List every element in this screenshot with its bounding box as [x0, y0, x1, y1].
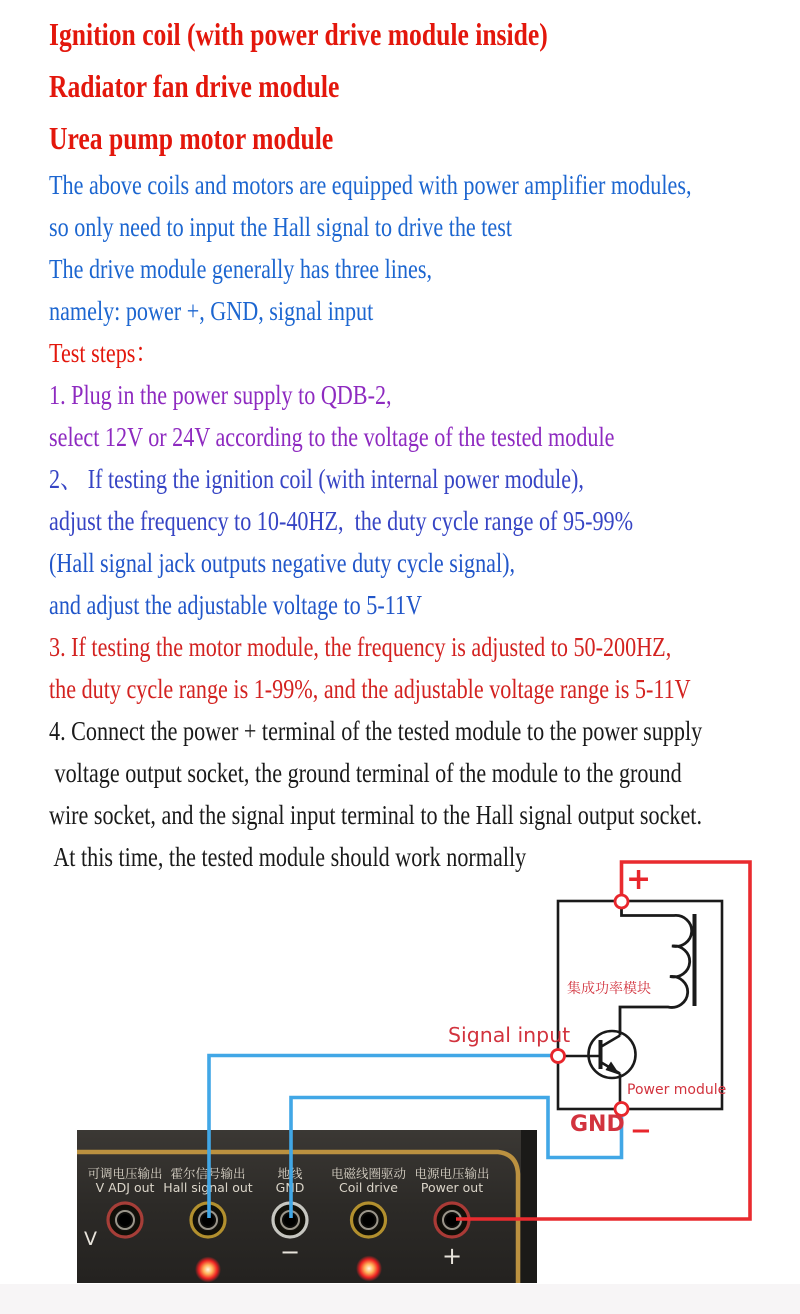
- power-module-label: Power module: [627, 1082, 727, 1098]
- text-line-17: 4. Connect the power + terminal of the tested module to the power supply: [49, 716, 703, 746]
- module-box: [558, 901, 722, 1109]
- signal-input-label: Signal input: [448, 1023, 571, 1047]
- wiring-diagram: [0, 850, 800, 1314]
- jack-hole: [363, 1214, 375, 1226]
- jack-label-en: Power out: [420, 1180, 484, 1195]
- jack-label-cn: 霍尔信号输出: [170, 1166, 246, 1181]
- text-line-18: voltage output socket, the ground terminal of the module to the ground: [49, 758, 682, 788]
- text-line-13: (Hall signal jack outputs negative duty cycle signal),: [49, 548, 516, 578]
- jack-label-cn: 电磁线圈驱动: [330, 1166, 407, 1181]
- text-line-15: 3. If testing the motor module, the frequency is adjusted to 50-200HZ,: [49, 632, 672, 662]
- text-line-12: adjust the frequency to 10-40HZ, the duty cycle range of 95-99%: [49, 506, 634, 536]
- text-line-8: Test steps：: [49, 338, 158, 368]
- power-module-schematic: [558, 901, 722, 1109]
- text-line-9: 1. Plug in the power supply to QDB-2,: [49, 380, 392, 410]
- text-line-5: so only need to input the Hall signal to drive the test: [49, 212, 513, 242]
- jack-label-cn: 电源电压输出: [414, 1166, 490, 1181]
- text-line-1: Ignition coil (with power drive module inside): [49, 16, 548, 52]
- jack-label-cn: 可调电压输出: [87, 1166, 163, 1181]
- text-line-3: Urea pump motor module: [49, 120, 334, 156]
- figure-area: [0, 850, 800, 1314]
- device-panel-photo: [0, 1130, 800, 1314]
- led-indicator: [195, 1257, 221, 1283]
- text-line-20: At this time, the tested module should work normally: [49, 842, 527, 872]
- gnd-label: GND: [570, 1112, 625, 1137]
- jack-label-en: V ADJ out: [95, 1180, 155, 1195]
- minus-label: −: [630, 1116, 652, 1146]
- text-line-16: the duty cycle range is 1-99%, and the adjustable voltage range is 5-11V: [49, 674, 691, 704]
- text-line-7: namely: power +, GND, signal input: [49, 296, 374, 326]
- led-indicator: [356, 1256, 382, 1282]
- plus-label: +: [626, 862, 652, 897]
- jack-label-en: Hall signal out: [163, 1180, 253, 1195]
- text-line-14: and adjust the adjustable voltage to 5-11V: [49, 590, 423, 620]
- module-label-cn: 集成功率模块: [567, 981, 651, 997]
- jack-hole: [119, 1214, 131, 1226]
- text-line-11: 2、 If testing the ignition coil (with internal power module),: [49, 464, 584, 494]
- jack-label-cn: 地线: [277, 1166, 303, 1181]
- text-line-2: Radiator fan drive module: [49, 68, 340, 104]
- text-line-6: The drive module generally has three lines,: [49, 254, 433, 284]
- signal-terminal-node: [552, 1050, 565, 1063]
- table-surface: [0, 1284, 800, 1314]
- text-line-19: wire socket, and the signal input terminal to the Hall signal output socket.: [49, 800, 703, 830]
- text-line-10: select 12V or 24V according to the voltage of the tested module: [49, 422, 615, 452]
- panel-plus-mark: +: [441, 1242, 463, 1270]
- jack-label-en: Coil drive: [339, 1180, 398, 1195]
- panel-minus-mark: −: [279, 1238, 301, 1266]
- jack-label-en: GND: [275, 1180, 305, 1195]
- instruction-text: [49, 8, 800, 878]
- text-line-4: The above coils and motors are equipped with power amplifier modules,: [49, 170, 692, 200]
- panel-v-mark: V: [84, 1228, 97, 1250]
- panel-edge-strip: [521, 1130, 537, 1283]
